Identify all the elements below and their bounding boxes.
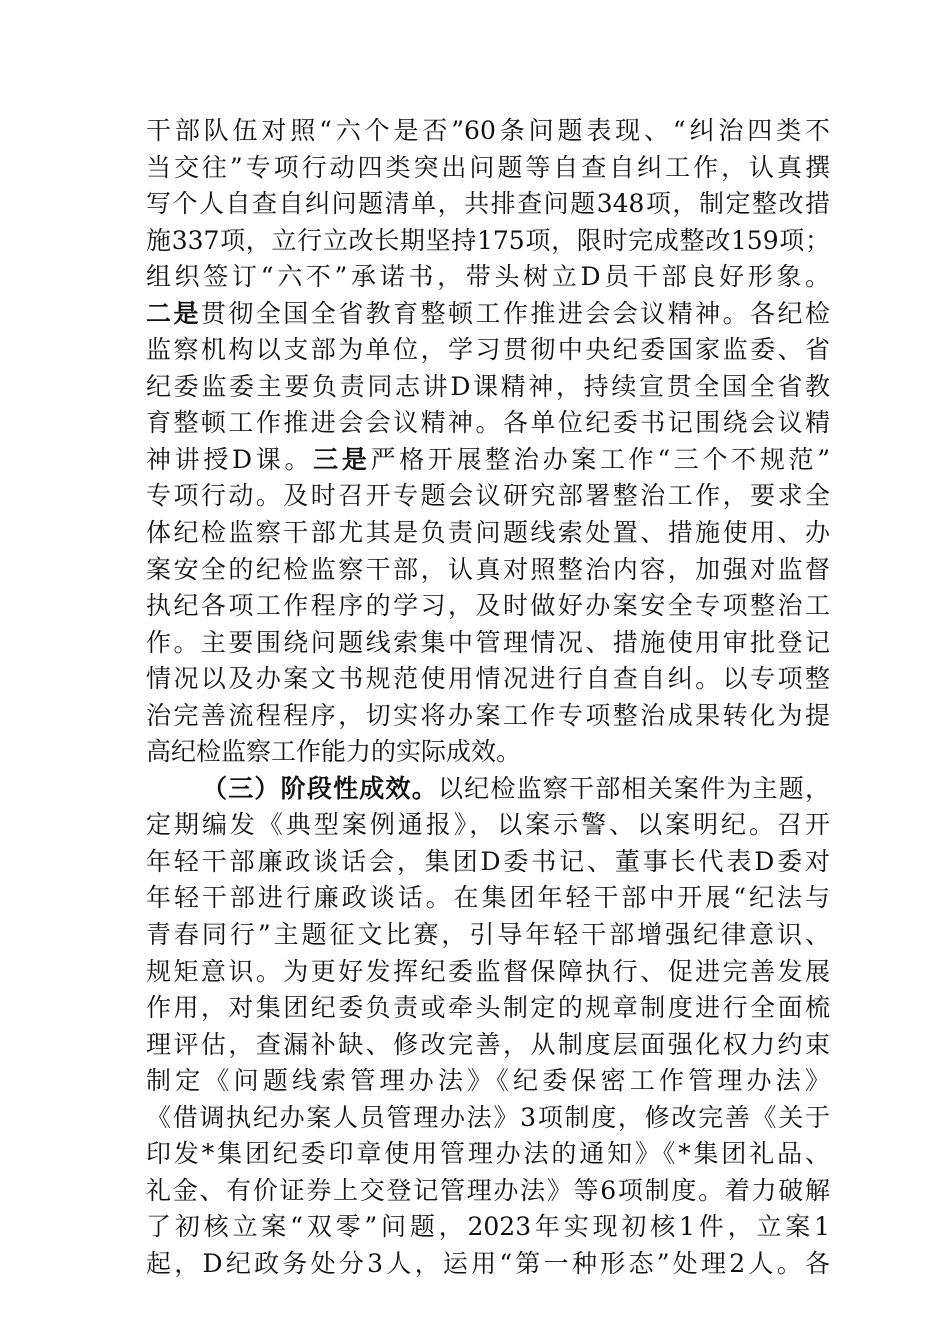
text-line: 施337项，立行立改长期坚持175项，限时完成整改159项； bbox=[146, 225, 830, 255]
text-segment: 贯彻全国全省教育整顿工作推进会会议精神。各纪检 bbox=[200, 298, 830, 328]
text-line: 作用，对集团纪委负责或牵头制定的规章制度进行全面梳 bbox=[146, 993, 830, 1023]
text-line: 治完善流程程序，切实将办案工作专项整治成果转化为提 bbox=[146, 700, 830, 730]
point-lead-second: 二是 bbox=[146, 298, 201, 328]
text-line: 当交往”专项行动四类突出问题等自查自纠工作，认真撰 bbox=[146, 152, 830, 182]
text-segment: 以纪检监察干部相关案件为主题， bbox=[437, 773, 830, 803]
text-line: 起，D纪政务处分3人，运用“第一种形态”处理2人。各 bbox=[146, 1248, 830, 1278]
text-segment: 神讲授D课。 bbox=[146, 444, 314, 474]
text-segment: 严格开展整治办案工作“三个不规范” bbox=[370, 444, 830, 474]
text-line: 情况以及办案文书规范使用情况进行自查自纠。以专项整 bbox=[146, 664, 830, 694]
text-line: 《借调执纪办案人员管理办法》3项制度，修改完善《关于 bbox=[146, 1102, 830, 1132]
text-line: 规矩意识。为更好发挥纪委监督保障执行、促进完善发展 bbox=[146, 956, 830, 986]
text-line: 礼金、有价证券上交登记管理办法》等6项制度。着力破解 bbox=[146, 1175, 830, 1205]
text-line: 育整顿工作推进会会议精神。各单位纪委书记围绕会议精 bbox=[146, 408, 830, 438]
text-line bbox=[146, 771, 830, 808]
text-line: 年轻干部进行廉政谈话。在集团年轻干部中开展“纪法与 bbox=[146, 883, 830, 913]
text-line: 监察机构以支部为单位，学习贯彻中央纪委国家监委、省 bbox=[146, 335, 830, 365]
document-body bbox=[146, 113, 830, 1283]
text-line: 写个人自查自纠问题清单，共排查问题348项，制定整改措 bbox=[146, 189, 830, 219]
point-lead-third: 三是 bbox=[313, 444, 371, 474]
text-line: 体纪检监察干部尤其是负责问题线索处置、措施使用、办 bbox=[146, 518, 830, 548]
text-line: 高纪检监察工作能力的实际成效。 bbox=[146, 737, 522, 767]
text-line: 定期编发《典型案例通报》，以案示警、以案明纪。召开 bbox=[146, 810, 830, 840]
text-line: 了初核立案“双零”问题，2023年实现初核1件，立案1 bbox=[146, 1212, 830, 1242]
text-line: 干部队伍对照“六个是否”60条问题表现、“纠治四类不 bbox=[146, 116, 830, 145]
text-line: 作。主要围绕问题线索集中管理情况、措施使用审批登记 bbox=[146, 627, 830, 657]
section-heading: （三）阶段性成效。 bbox=[202, 773, 438, 803]
text-line: 青春同行”主题征文比赛，引导年轻干部增强纪律意识、 bbox=[146, 920, 830, 950]
text-line: 纪委监委主要负责同志讲D课精神，持续宣贯全国全省教 bbox=[146, 371, 830, 401]
text-line: 理评估，查漏补缺、修改完善，从制度层面强化权力约束 bbox=[146, 1029, 830, 1059]
text-line: 印发*集团纪委印章使用管理办法的通知》《*集团礼品、 bbox=[146, 1139, 830, 1169]
text-line bbox=[146, 442, 830, 479]
text-line: 专项行动。及时召开专题会议研究部署整治工作，要求全 bbox=[146, 481, 830, 511]
text-line: 案安全的纪检监察干部，认真对照整治内容，加强对监督 bbox=[146, 554, 830, 584]
text-line: 组织签订“六不”承诺书，带头树立D员干部良好形象。 bbox=[146, 262, 830, 292]
text-line: 制定《问题线索管理办法》《纪委保密工作管理办法》 bbox=[146, 1066, 830, 1096]
text-line: 执纪各项工作程序的学习，及时做好办案安全专项整治工 bbox=[146, 591, 830, 621]
text-line bbox=[146, 296, 830, 333]
text-line: 年轻干部廉政谈话会，集团D委书记、董事长代表D委对 bbox=[146, 846, 830, 876]
